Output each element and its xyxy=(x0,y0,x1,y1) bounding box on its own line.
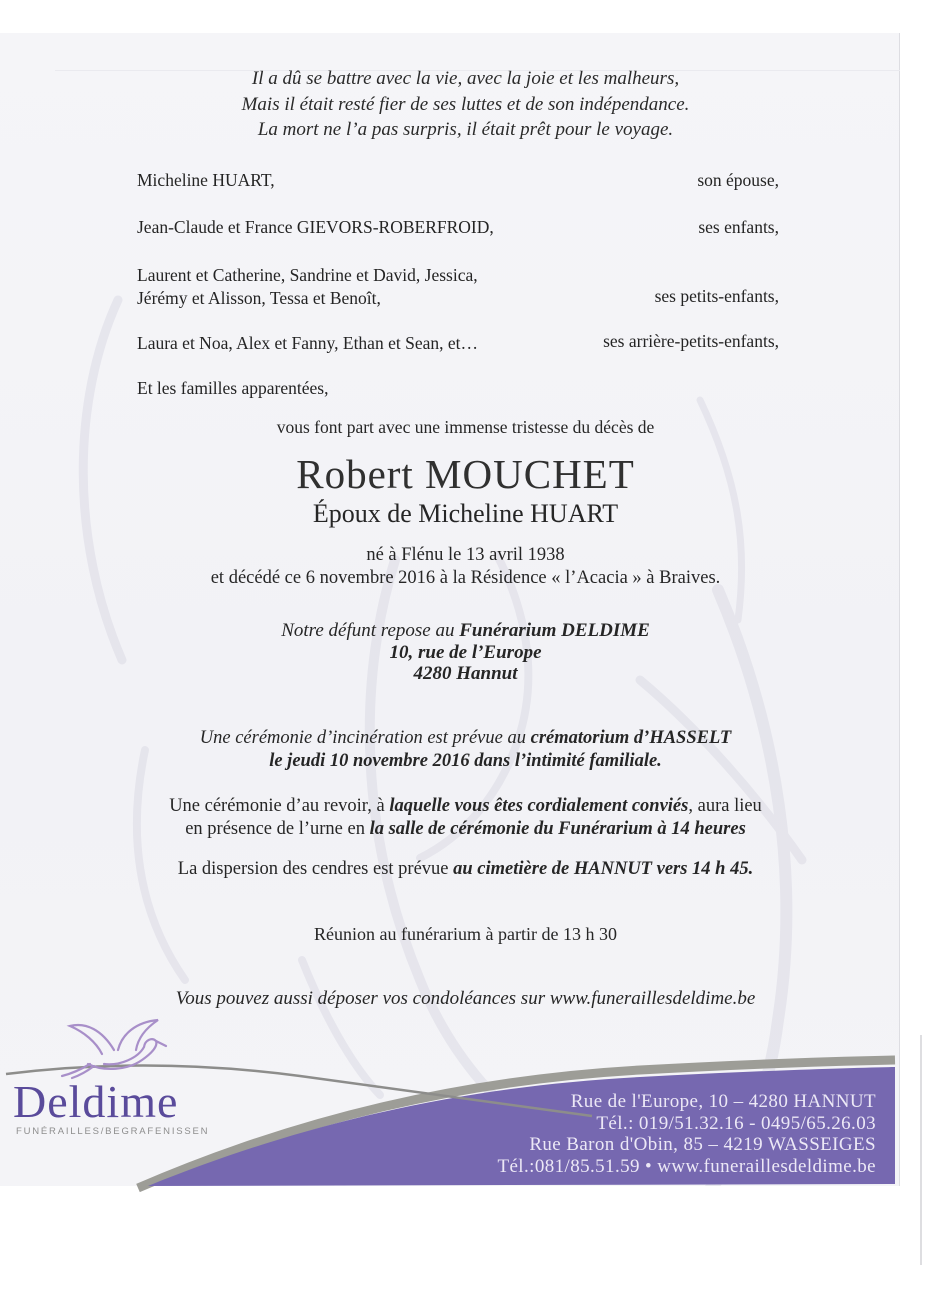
family-relation-grandchildren: ses petits-enfants, xyxy=(654,286,779,306)
family-names-greatgrandchildren: Laura et Noa, Alex et Fanny, Ethan et Sean, et… xyxy=(137,333,478,353)
epitaph-line: Mais il était resté fier de ses luttes et de son indépendance. xyxy=(241,93,690,115)
farewell-line-1 xyxy=(10,796,921,817)
cremation-line-2: le jeudi 10 novembre 2016 dans l’intimité familiale. xyxy=(269,751,662,771)
farewell-line2-part1: en présence de l’urne en xyxy=(185,819,370,839)
dispersion-part2: au cimetière de HANNUT vers 14 h 45. xyxy=(453,859,754,879)
farewell-part3: , aura lieu xyxy=(688,796,762,816)
family-relation-greatgrandchildren: ses arrière-petits-enfants, xyxy=(603,331,779,351)
repose-city: 4280 Hannut xyxy=(413,663,518,684)
contact-phone-website: Tél.:081/85.51.59 • www.funeraillesdeldime.be xyxy=(497,1155,876,1177)
repose-home: Funérarium DELDIME xyxy=(459,620,650,641)
family-names-spouse: Micheline HUART, xyxy=(137,170,275,190)
cremation-line-1 xyxy=(10,728,921,749)
family-names-children: Jean-Claude et France GIEVORS-ROBERFROID, xyxy=(137,217,494,237)
farewell-line-2 xyxy=(10,819,921,840)
cremation-part2: crématorium d’HASSELT xyxy=(530,728,732,748)
deceased-spouse-line: Époux de Micheline HUART xyxy=(312,499,619,528)
logo-wordmark: Deldime xyxy=(13,1076,179,1127)
family-relation-spouse: son épouse, xyxy=(697,170,779,190)
family-relation-children: ses enfants, xyxy=(698,217,779,237)
farewell-line2-part2: la salle de cérémonie du Funérarium à 14 heures xyxy=(369,819,746,839)
family-related-families: Et les familles apparentées, xyxy=(137,378,329,398)
epitaph-line: La mort ne l’a pas surpris, il était prêt pour le voyage. xyxy=(257,119,674,140)
deceased-death-line: et décédé ce 6 novembre 2016 à la Résidence « l’Acacia » à Braives. xyxy=(210,568,721,588)
announcement-line: vous font part avec une immense tristesse du décès de xyxy=(276,417,655,437)
footer-contact xyxy=(497,1091,876,1177)
contact-address-wasseiges: Rue Baron d'Obin, 85 – 4219 WASSEIGES xyxy=(529,1134,876,1155)
farewell-part2: laquelle vous êtes cordialement conviés xyxy=(389,796,689,816)
contact-address-hannut: Rue de l'Europe, 10 – 4280 HANNUT xyxy=(570,1091,876,1112)
condolences-line: Vous pouvez aussi déposer vos condoléances sur www.funeraillesdeldime.be xyxy=(175,988,756,1009)
logo-tagline: FUNÉRAILLES/BEGRAFENISSEN xyxy=(16,1126,210,1137)
dove-icon xyxy=(58,1016,193,1080)
meeting-line: Réunion au funérarium à partir de 13 h 30 xyxy=(314,924,617,944)
repose-line-1 xyxy=(10,620,921,642)
family-names-grandchildren-1: Laurent et Catherine, Sandrine et David, Jessica, xyxy=(137,265,478,285)
dispersion-line xyxy=(10,859,921,880)
epitaph-line: Il a dû se battre avec la vie, avec la joie et les malheurs, xyxy=(251,68,680,89)
repose-prefix: Notre défunt repose au xyxy=(281,620,460,641)
deceased-name: Robert MOUCHET xyxy=(296,451,635,497)
contact-phones-hannut: Tél.: 019/51.32.16 - 0495/65.26.03 xyxy=(596,1112,876,1134)
family-names-grandchildren-2: Jérémy et Alisson, Tessa et Benoît, xyxy=(137,288,381,308)
farewell-part1: Une cérémonie d’au revoir, à xyxy=(169,796,390,816)
watermark-flower xyxy=(0,33,899,1186)
repose-street: 10, rue de l’Europe xyxy=(389,641,542,663)
dispersion-part1: La dispersion des cendres est prévue xyxy=(177,859,454,879)
cremation-part1: Une cérémonie d’incinération est prévue au xyxy=(199,728,531,748)
deceased-birth-line: né à Flénu le 13 avril 1938 xyxy=(366,545,565,565)
repose-block xyxy=(10,620,921,685)
epitaph xyxy=(10,66,921,143)
